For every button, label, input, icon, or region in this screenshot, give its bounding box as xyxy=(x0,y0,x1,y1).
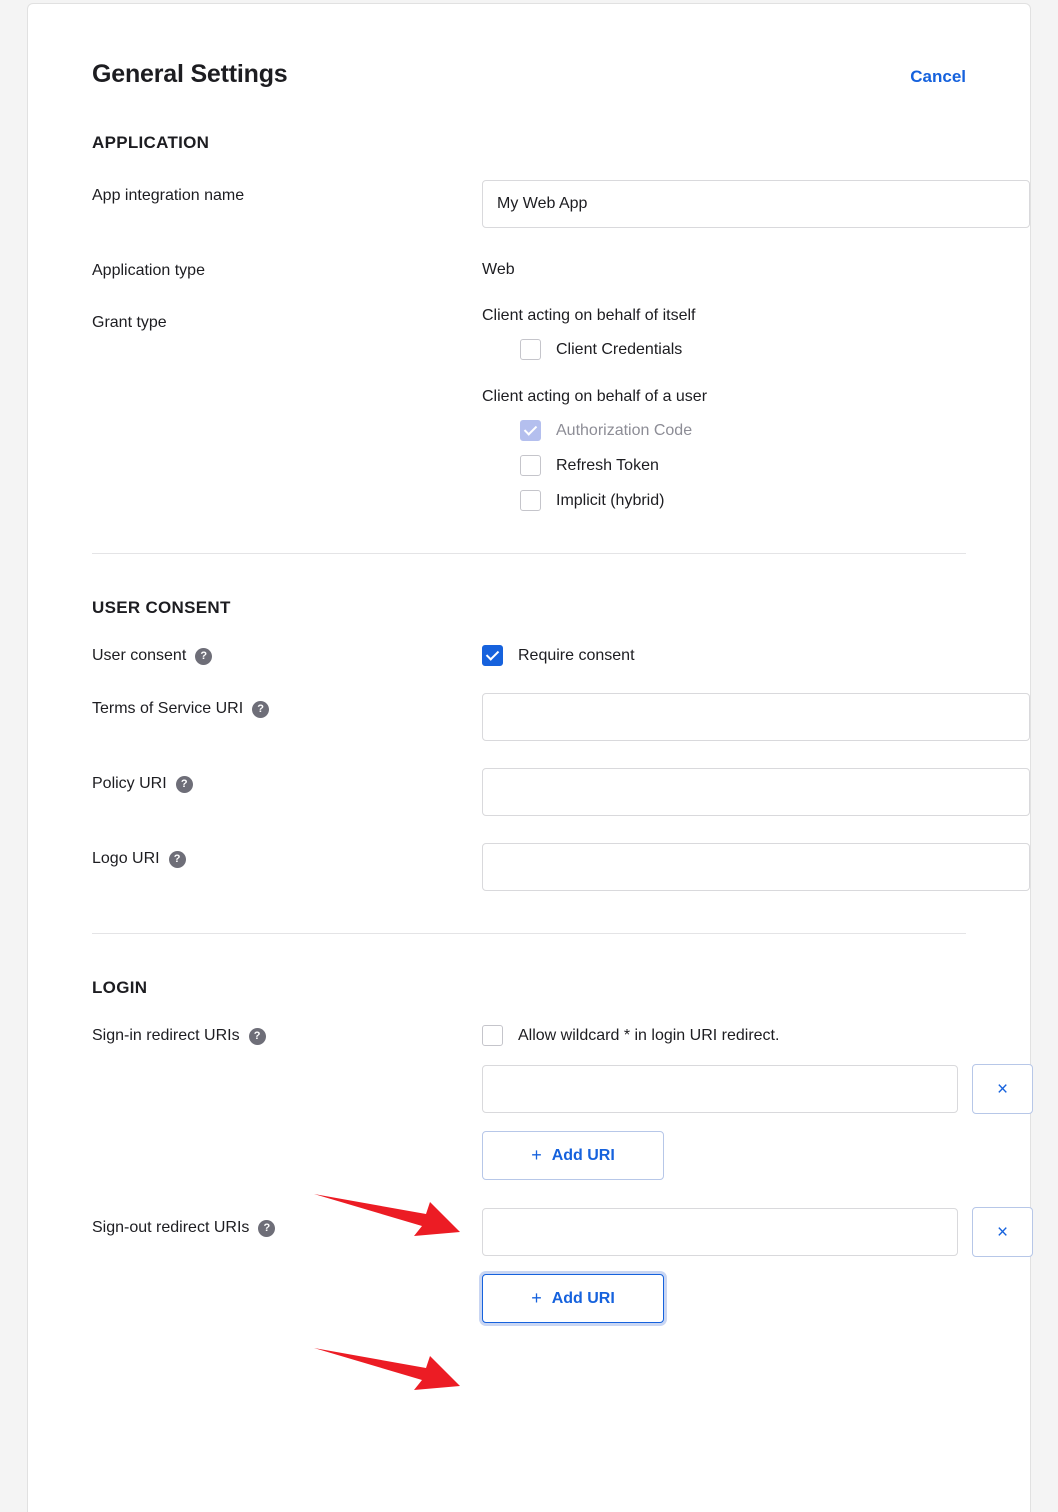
checkbox-row-refresh-token[interactable] xyxy=(520,455,966,476)
label-logo-uri-text: Logo URI xyxy=(92,850,160,867)
add-signout-uri-button[interactable] xyxy=(482,1274,664,1323)
terms-of-service-uri-input[interactable] xyxy=(482,693,1030,741)
checkbox-implicit-hybrid[interactable] xyxy=(520,490,541,511)
row-terms-of-service-uri xyxy=(92,693,966,741)
label-client-credentials: Client Credentials xyxy=(556,340,683,358)
label-terms-of-service-uri-text: Terms of Service URI xyxy=(92,700,244,717)
remove-signout-uri-button[interactable]: × xyxy=(972,1207,1033,1257)
row-user-consent xyxy=(92,645,966,666)
signout-uri-line xyxy=(482,1207,1033,1257)
row-signin-redirect-uris xyxy=(92,1025,1009,1180)
app-integration-name-input[interactable] xyxy=(482,180,1030,228)
checkbox-allow-wildcard[interactable] xyxy=(482,1025,503,1046)
row-app-integration-name xyxy=(92,180,966,228)
cancel-button[interactable]: Cancel xyxy=(910,67,966,86)
help-icon-signin-redirect-uris[interactable]: ? xyxy=(249,1028,266,1045)
checkbox-client-credentials[interactable] xyxy=(520,339,541,360)
grant-group-self: Client acting on behalf of itself xyxy=(482,307,696,324)
checkbox-row-allow-wildcard[interactable] xyxy=(482,1025,1033,1046)
label-authorization-code: Authorization Code xyxy=(556,421,693,439)
label-signout-redirect-uris xyxy=(92,1207,482,1237)
label-signout-redirect-uris-text: Sign-out redirect URIs xyxy=(92,1219,250,1236)
signout-redirect-uri-input[interactable] xyxy=(482,1208,958,1256)
card-header xyxy=(92,60,966,89)
label-policy-uri-text: Policy URI xyxy=(92,775,167,792)
help-icon-terms-of-service[interactable]: ? xyxy=(252,701,269,718)
help-icon-user-consent[interactable]: ? xyxy=(195,648,212,665)
help-icon-signout-redirect-uris[interactable]: ? xyxy=(258,1220,275,1237)
application-type-value: Web xyxy=(482,261,515,278)
help-icon-logo-uri[interactable]: ? xyxy=(169,851,186,868)
divider-user-consent xyxy=(92,933,966,934)
row-signout-redirect-uris xyxy=(92,1207,1009,1323)
label-user-consent xyxy=(92,645,482,665)
help-icon-policy-uri[interactable]: ? xyxy=(176,776,193,793)
row-grant-type xyxy=(92,307,966,511)
label-logo-uri xyxy=(92,843,482,868)
label-signin-redirect-uris xyxy=(92,1025,482,1045)
label-require-consent: Require consent xyxy=(518,646,635,664)
label-allow-wildcard: Allow wildcard * in login URI redirect. xyxy=(518,1026,780,1044)
row-logo-uri xyxy=(92,843,966,891)
policy-uri-input[interactable] xyxy=(482,768,1030,816)
remove-signin-uri-button[interactable]: × xyxy=(972,1064,1033,1114)
checkbox-row-authorization-code[interactable] xyxy=(520,420,966,441)
label-implicit-hybrid: Implicit (hybrid) xyxy=(556,491,665,509)
plus-icon-signin: + xyxy=(531,1145,542,1165)
checkbox-authorization-code[interactable] xyxy=(520,420,541,441)
section-title-user-consent: USER CONSENT xyxy=(92,598,231,617)
page-title: General Settings xyxy=(92,60,288,88)
row-application-type xyxy=(92,255,966,280)
checkbox-require-consent[interactable] xyxy=(482,645,503,666)
plus-icon-signout: + xyxy=(531,1288,542,1308)
section-title-login: LOGIN xyxy=(92,978,148,997)
label-application-type: Application type xyxy=(92,262,205,279)
add-signin-uri-label: Add URI xyxy=(551,1146,615,1164)
grant-group-user: Client acting on behalf of a user xyxy=(482,388,708,405)
checkbox-row-require-consent[interactable] xyxy=(482,645,966,666)
signin-redirect-uri-input[interactable] xyxy=(482,1065,958,1113)
signin-uri-line xyxy=(482,1064,1033,1114)
checkbox-row-client-credentials[interactable] xyxy=(520,339,966,360)
divider-application xyxy=(92,553,966,554)
label-app-integration-name: App integration name xyxy=(92,187,245,204)
logo-uri-input[interactable] xyxy=(482,843,1030,891)
label-grant-type: Grant type xyxy=(92,314,167,331)
label-terms-of-service-uri xyxy=(92,693,482,718)
grant-type-options xyxy=(482,307,966,511)
label-user-consent-text: User consent xyxy=(92,647,187,664)
section-title-application: APPLICATION xyxy=(92,133,210,152)
checkbox-row-implicit-hybrid[interactable] xyxy=(520,490,966,511)
row-policy-uri xyxy=(92,768,966,816)
label-signin-redirect-uris-text: Sign-in redirect URIs xyxy=(92,1027,240,1044)
add-signin-uri-button[interactable] xyxy=(482,1131,664,1180)
add-signout-uri-label: Add URI xyxy=(551,1289,615,1307)
general-settings-card xyxy=(27,3,1031,1512)
label-refresh-token: Refresh Token xyxy=(556,456,659,474)
label-policy-uri xyxy=(92,768,482,793)
checkbox-refresh-token[interactable] xyxy=(520,455,541,476)
